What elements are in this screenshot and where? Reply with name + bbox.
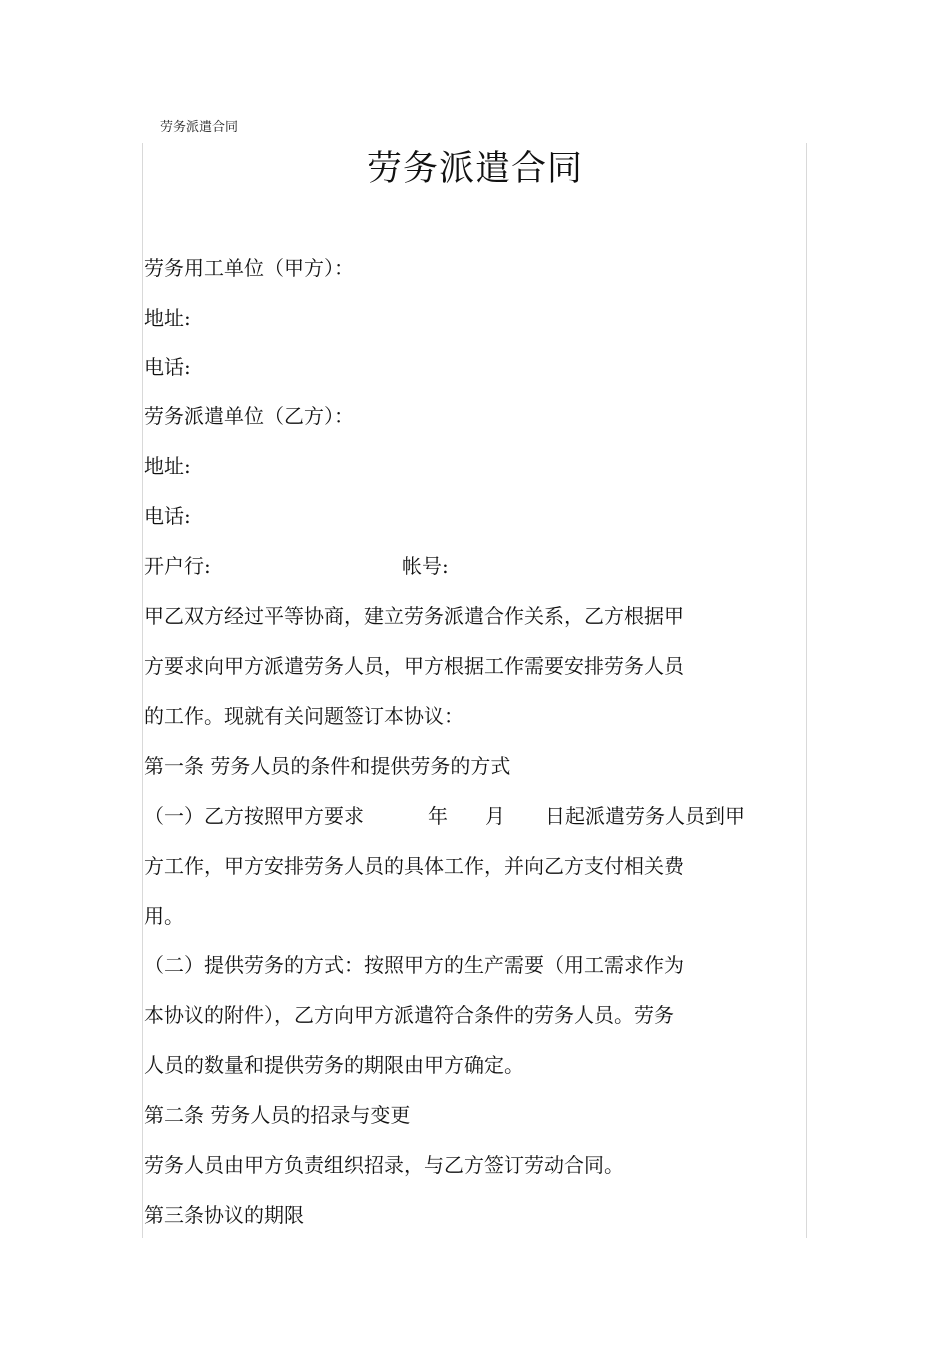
document-title: 劳务派遣合同 <box>366 149 583 189</box>
party-a-label: 劳务用工单位（甲方）： <box>144 256 354 280</box>
party-a-phone: 电话: <box>144 355 191 379</box>
party-b-phone: 电话: <box>144 504 191 528</box>
page-frame-left-border <box>142 143 143 1238</box>
article1-item1-line1 <box>144 803 745 829</box>
intro-line-1: 甲乙双方经过平等协商，建立劳务派遣合作关系，乙方根据甲 <box>144 604 684 628</box>
article1-heading: 第一条 劳务人员的条件和提供劳务的方式 <box>144 754 511 778</box>
article2-body: 劳务人员由甲方负责组织招录，与乙方签订劳动合同。 <box>144 1153 624 1177</box>
running-header: 劳务派遣合同 <box>160 120 239 135</box>
party-a-address: 地址: <box>144 306 191 330</box>
party-b-bank: 开户行: <box>144 554 211 578</box>
article1-item2-line1: （二）提供劳务的方式：按照甲方的生产需要（用工需求作为 <box>144 953 684 977</box>
party-b-account: 帐号: <box>402 554 449 578</box>
intro-line-3: 的工作。现就有关问题签订本协议： <box>144 704 464 728</box>
article2-heading: 第二条 劳务人员的招录与变更 <box>144 1103 411 1127</box>
article3-heading: 第三条协议的期限 <box>144 1203 304 1227</box>
article1-item1-month: 月 <box>485 804 505 828</box>
article1-item2-line3: 人员的数量和提供劳务的期限由甲方确定。 <box>144 1053 524 1077</box>
intro-line-2: 方要求向甲方派遣劳务人员，甲方根据工作需要安排劳务人员 <box>144 654 684 678</box>
article1-item1-line3: 用。 <box>144 904 184 928</box>
article1-item1-line2: 方工作，甲方安排劳务人员的具体工作，并向乙方支付相关费 <box>144 854 684 878</box>
article1-item1-prefix: （一）乙方按照甲方要求 <box>144 804 364 828</box>
article1-item1-year: 年 <box>428 804 448 828</box>
party-b-address: 地址: <box>144 454 191 478</box>
party-b-label: 劳务派遣单位（乙方）： <box>144 404 354 428</box>
article1-item2-line2: 本协议的附件），乙方向甲方派遣符合条件的劳务人员。劳务 <box>144 1003 674 1027</box>
article1-item1-suffix: 日起派遣劳务人员到甲 <box>545 804 745 828</box>
page-frame-right-border <box>806 143 807 1238</box>
